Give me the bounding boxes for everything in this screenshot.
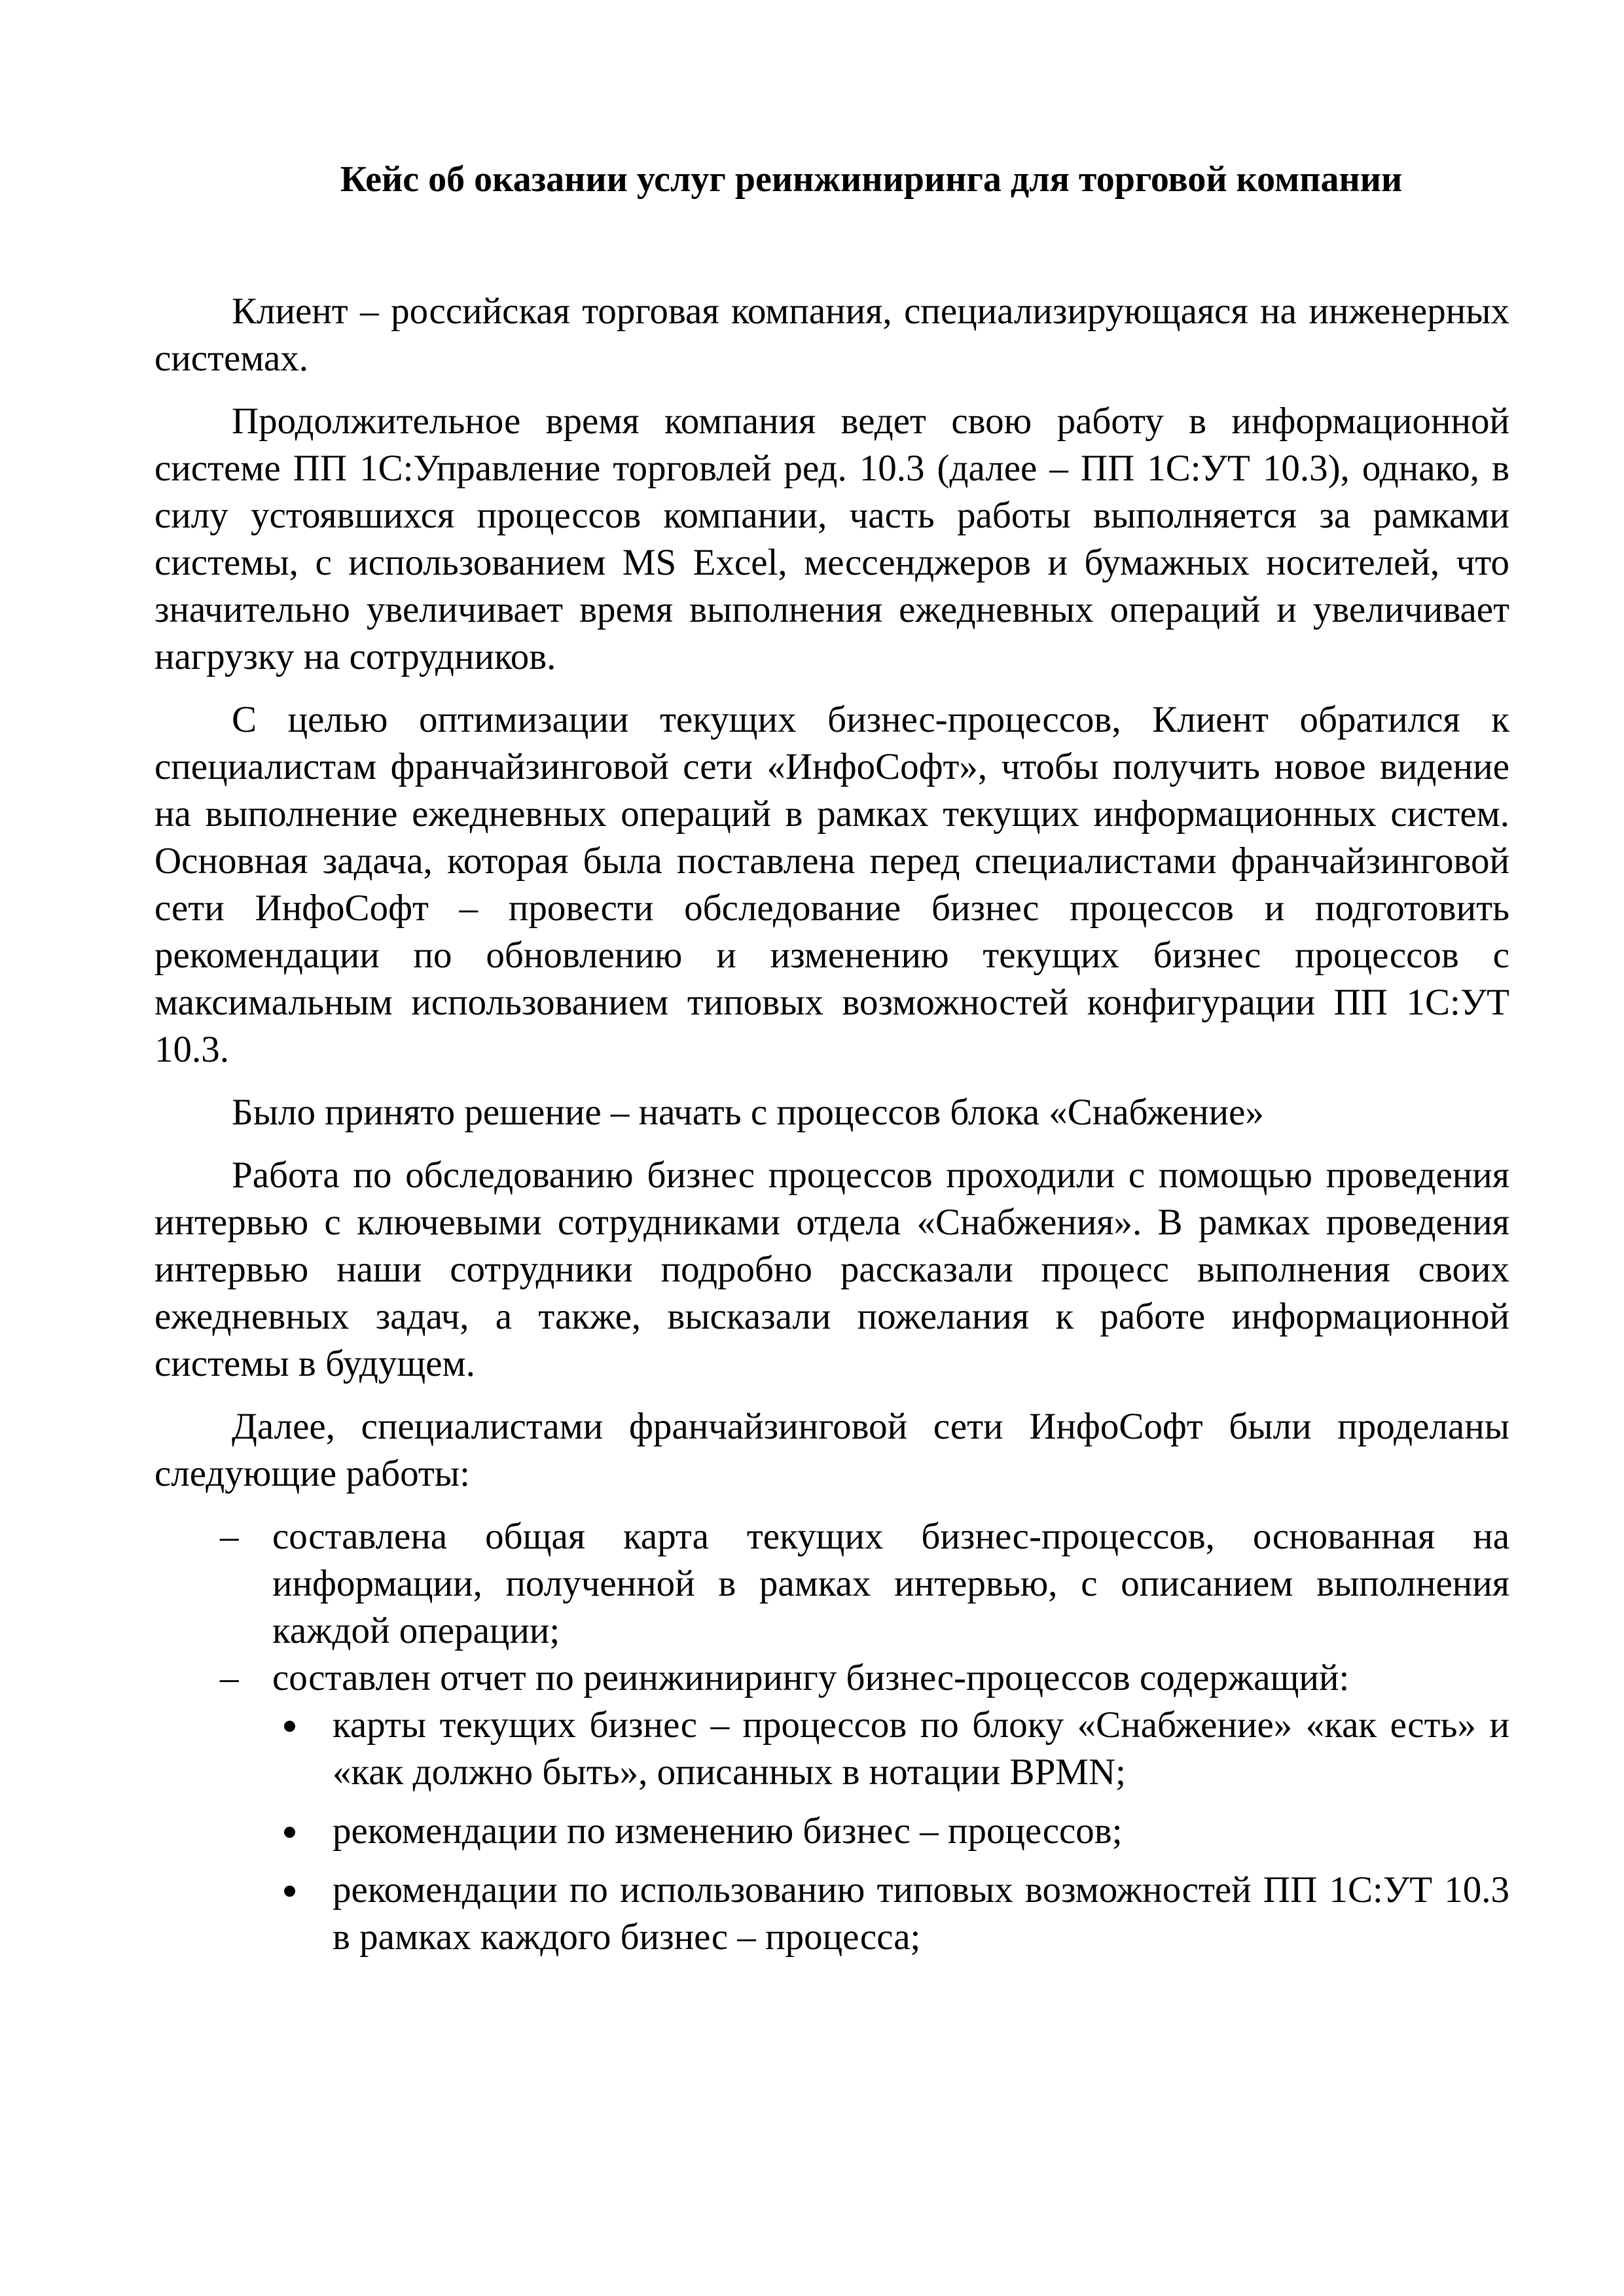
dash-marker: –	[220, 1657, 239, 1698]
paragraph-goal: С целью оптимизации текущих бизнес-процессов, Клиент обратился к специалистам франчайзинговой сети «ИнфоСофт», чтобы получить новое видение на выполнение ежедневных операций в рамках текущих информационных систем. Основная задача, которая была поставлена перед специалистами франчайзинговой сети ИнфоСофт – провести обследование бизнес процессов и подготовить рекомендации по обновлению и изменению текущих бизнес процессов с максимальным использованием типовых возможностей конфигурации ПП 1С:УТ 10.3.	[154, 699, 1509, 1070]
paragraph-client: Клиент – российская торговая компания, специализирующаяся на инженерных системах.	[154, 291, 1509, 379]
list-item-text: карты текущих бизнес – процессов по блоку «Снабжение» «как есть» и «как должно быть», описанных в нотации BPMN;	[333, 1704, 1509, 1793]
list-item	[154, 1702, 1509, 1796]
list-item	[154, 1867, 1509, 1961]
paragraph-interviews: Работа по обследованию бизнес процессов проходили с помощью проведения интервью с ключевыми сотрудниками отдела «Снабжения». В рамках проведения интервью наши сотрудники подробно рассказали процесс выполнения своих ежедневных задач, а также, высказали пожелания к работе информационной системы в будущем.	[154, 1155, 1509, 1384]
document-body	[154, 288, 1509, 1973]
list-item	[154, 1655, 1509, 1702]
paragraph-current-system: Продолжительное время компания ведет свою работу в информационной системе ПП 1С:Управление торговлей ред. 10.3 (далее – ПП 1С:УТ 10.3), однако, в силу устоявшихся процессов компании, часть работы выполняется за рамками системы, с использованием MS Excel, мессенджеров и бумажных носителей, что значительно увеличивает время выполнения ежедневных операций и увеличивает нагрузку на сотрудников.	[154, 401, 1509, 677]
bullet-icon	[284, 1827, 295, 1838]
document-title: Кейс об оказании услуг реинжиниринга для торговой компании	[340, 159, 1403, 200]
list-item-text: рекомендации по использованию типовых возможностей ПП 1С:УТ 10.3 в рамках каждого бизнес – процесса;	[333, 1869, 1509, 1958]
works-list	[154, 1513, 1509, 1702]
list-item	[154, 1808, 1509, 1855]
list-item-text: рекомендации по изменению бизнес – процессов;	[333, 1810, 1123, 1852]
bullet-icon	[284, 1886, 295, 1897]
report-contents-list	[154, 1702, 1509, 1961]
list-item-text: составлена общая карта текущих бизнес-процессов, основанная на информации, полученной в рамках интервью, с описанием выполнения каждой операции;	[272, 1516, 1509, 1651]
paragraph-decision: Было принято решение – начать с процессов блока «Снабжение»	[232, 1092, 1264, 1133]
dash-marker: –	[220, 1516, 239, 1557]
paragraph-works-intro: Далее, специалистами франчайзинговой сети ИнфоСофт были проделаны следующие работы:	[154, 1406, 1509, 1494]
list-item	[154, 1513, 1509, 1655]
bullet-icon	[284, 1721, 295, 1732]
list-item-text: составлен отчет по реинжинирингу бизнес-процессов содержащий:	[272, 1657, 1350, 1698]
